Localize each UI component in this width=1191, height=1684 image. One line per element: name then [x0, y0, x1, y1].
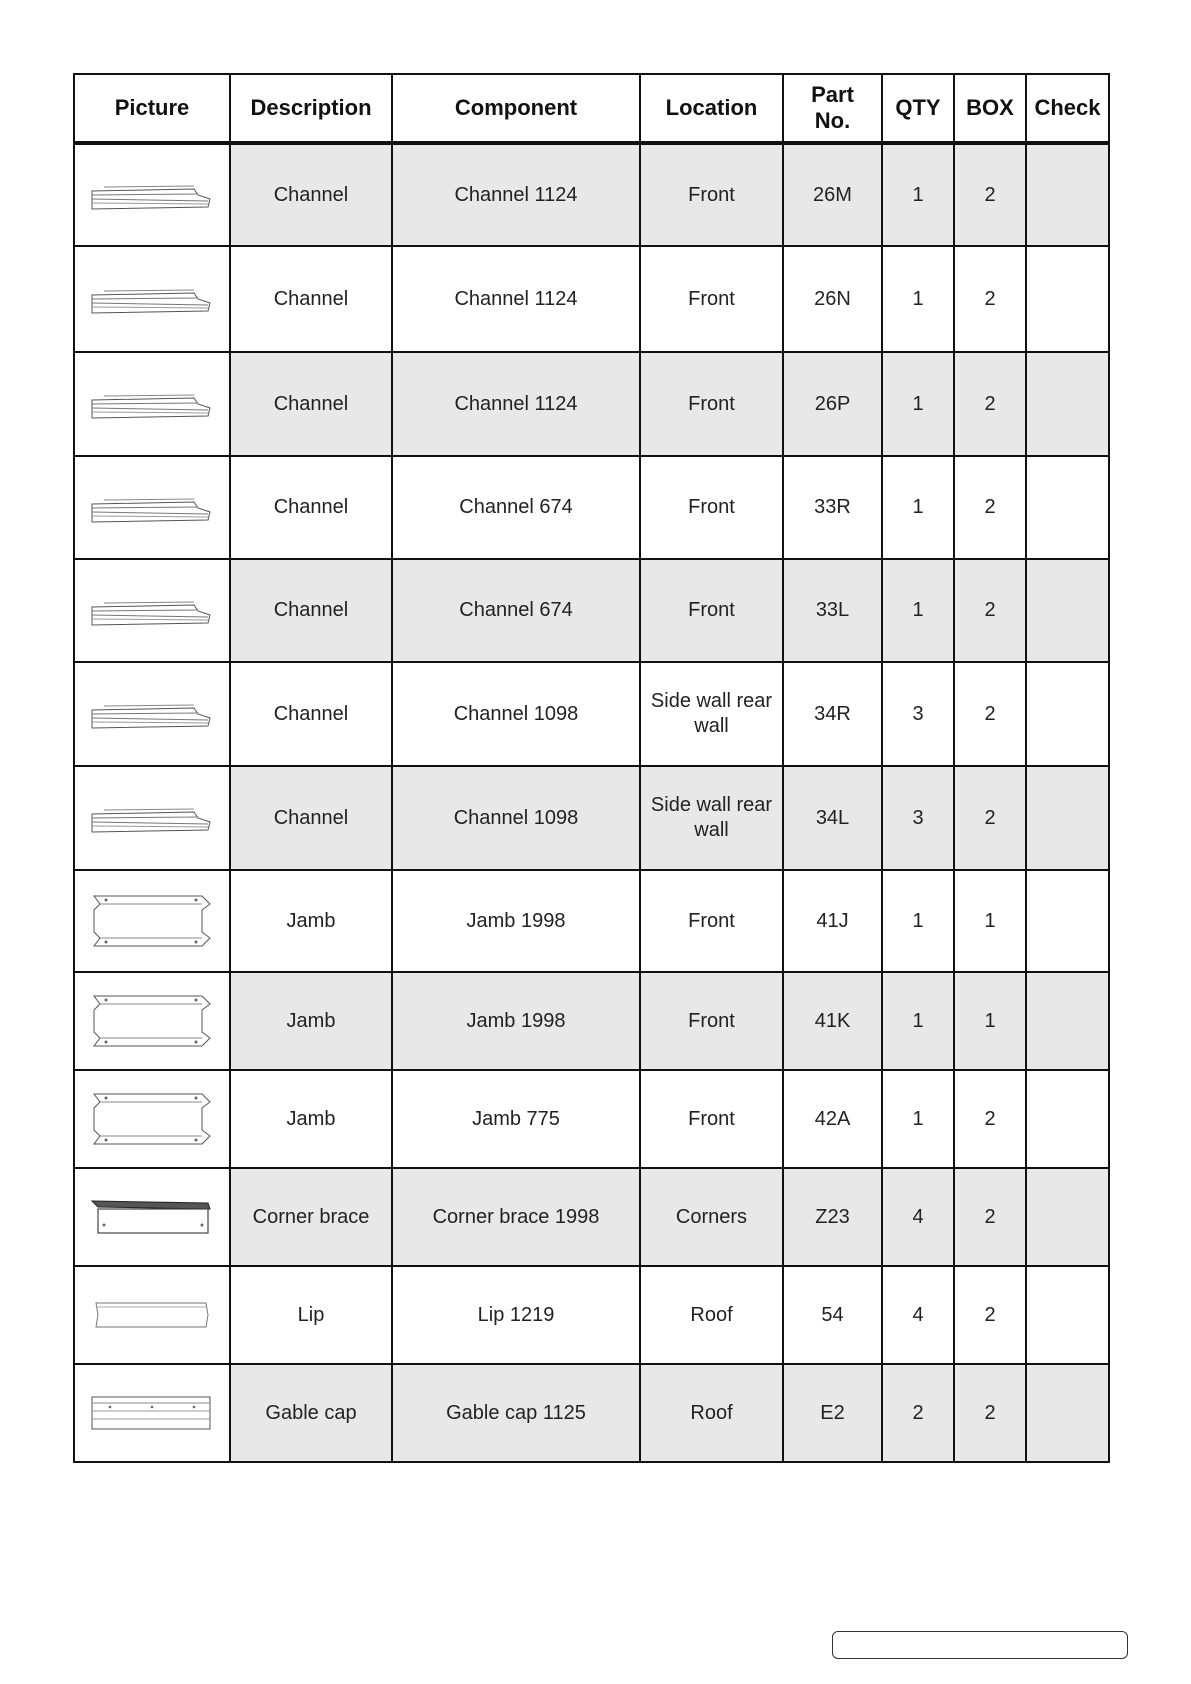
component-cell: Gable cap 1125: [392, 1364, 640, 1462]
box-cell: 2: [954, 456, 1026, 559]
picture-cell: [74, 246, 230, 352]
table-row: [74, 972, 1109, 1070]
location-cell: Side wall rear wall: [640, 662, 783, 766]
table-row: [74, 559, 1109, 662]
corner-brace-icon: [75, 1195, 229, 1239]
location-cell: Front: [640, 972, 783, 1070]
table-row: [74, 1070, 1109, 1168]
part-no-cell: 41J: [783, 870, 882, 972]
box-cell: 1: [954, 870, 1026, 972]
picture-cell: [74, 870, 230, 972]
picture-cell: [74, 456, 230, 559]
box-cell: 2: [954, 559, 1026, 662]
box-cell: 2: [954, 246, 1026, 352]
part-no-cell: 42A: [783, 1070, 882, 1168]
part-no-cell: 34L: [783, 766, 882, 870]
channel-icon: [75, 696, 229, 732]
picture-cell: [74, 1168, 230, 1266]
qty-cell: 1: [882, 972, 954, 1070]
box-cell: 1: [954, 972, 1026, 1070]
jamb-icon: [75, 890, 229, 952]
location-cell: Front: [640, 870, 783, 972]
qty-cell: 4: [882, 1168, 954, 1266]
description-cell: Channel: [230, 559, 392, 662]
location-cell: Front: [640, 1070, 783, 1168]
table-row: [74, 1364, 1109, 1462]
check-cell[interactable]: [1026, 1070, 1109, 1168]
description-cell: Channel: [230, 456, 392, 559]
channel-icon: [75, 386, 229, 422]
description-cell: Channel: [230, 766, 392, 870]
box-cell: 2: [954, 1364, 1026, 1462]
part-no-cell: Z23: [783, 1168, 882, 1266]
box-cell: 2: [954, 1070, 1026, 1168]
component-cell: Channel 1124: [392, 143, 640, 246]
part-no-cell: 26M: [783, 143, 882, 246]
lip-icon: [75, 1295, 229, 1335]
component-cell: Channel 1124: [392, 246, 640, 352]
check-cell[interactable]: [1026, 766, 1109, 870]
channel-icon: [75, 490, 229, 526]
part-no-cell: 41K: [783, 972, 882, 1070]
table-row: [74, 143, 1109, 246]
part-no-cell: 34R: [783, 662, 882, 766]
box-cell: 2: [954, 1168, 1026, 1266]
location-cell: Side wall rear wall: [640, 766, 783, 870]
header-part-no: [783, 74, 882, 143]
box-cell: 2: [954, 352, 1026, 456]
description-cell: Jamb: [230, 1070, 392, 1168]
picture-cell: [74, 1070, 230, 1168]
part-no-cell: 26N: [783, 246, 882, 352]
check-cell[interactable]: [1026, 1266, 1109, 1364]
check-cell[interactable]: [1026, 246, 1109, 352]
qty-cell: 1: [882, 246, 954, 352]
description-cell: Channel: [230, 662, 392, 766]
header-box: BOX: [954, 74, 1026, 143]
table-row: [74, 662, 1109, 766]
component-cell: Jamb 1998: [392, 972, 640, 1070]
header-component: Component: [392, 74, 640, 143]
picture-cell: [74, 972, 230, 1070]
table-row: [74, 766, 1109, 870]
box-cell: 2: [954, 662, 1026, 766]
header-part-no-line2: No.: [814, 108, 851, 133]
check-cell[interactable]: [1026, 870, 1109, 972]
location-cell: Roof: [640, 1364, 783, 1462]
qty-cell: 1: [882, 1070, 954, 1168]
channel-icon: [75, 593, 229, 629]
part-no-cell: 33R: [783, 456, 882, 559]
component-cell: Channel 674: [392, 456, 640, 559]
description-cell: Corner brace: [230, 1168, 392, 1266]
part-no-cell: E2: [783, 1364, 882, 1462]
header-description: Description: [230, 74, 392, 143]
table-row: [74, 246, 1109, 352]
table-row: [74, 456, 1109, 559]
header-check: Check: [1026, 74, 1109, 143]
check-cell[interactable]: [1026, 1364, 1109, 1462]
box-cell: 2: [954, 143, 1026, 246]
picture-cell: [74, 662, 230, 766]
qty-cell: 1: [882, 870, 954, 972]
qty-cell: 3: [882, 766, 954, 870]
channel-icon: [75, 177, 229, 213]
jamb-icon: [75, 1088, 229, 1150]
location-cell: Corners: [640, 1168, 783, 1266]
check-cell[interactable]: [1026, 972, 1109, 1070]
description-cell: Gable cap: [230, 1364, 392, 1462]
part-no-cell: 33L: [783, 559, 882, 662]
check-cell[interactable]: [1026, 559, 1109, 662]
header-part-no-line1: Part: [811, 82, 854, 107]
description-cell: Jamb: [230, 972, 392, 1070]
table-row: [74, 352, 1109, 456]
component-cell: Jamb 1998: [392, 870, 640, 972]
picture-cell: [74, 766, 230, 870]
parts-table: [73, 73, 1110, 1463]
component-cell: Corner brace 1998: [392, 1168, 640, 1266]
qty-cell: 1: [882, 352, 954, 456]
qty-cell: 4: [882, 1266, 954, 1364]
picture-cell: [74, 143, 230, 246]
part-no-cell: 54: [783, 1266, 882, 1364]
part-no-cell: 26P: [783, 352, 882, 456]
location-cell: Front: [640, 352, 783, 456]
footer-box: [832, 1631, 1128, 1659]
table-row: [74, 870, 1109, 972]
description-cell: Channel: [230, 352, 392, 456]
channel-icon: [75, 800, 229, 836]
location-cell: Front: [640, 246, 783, 352]
component-cell: Lip 1219: [392, 1266, 640, 1364]
location-cell: Front: [640, 559, 783, 662]
component-cell: Channel 1098: [392, 766, 640, 870]
table-row: [74, 1266, 1109, 1364]
gable-cap-icon: [75, 1391, 229, 1435]
header-row: [74, 74, 1109, 143]
check-cell[interactable]: [1026, 1168, 1109, 1266]
component-cell: Channel 1098: [392, 662, 640, 766]
component-cell: Jamb 775: [392, 1070, 640, 1168]
picture-cell: [74, 352, 230, 456]
table-row: [74, 1168, 1109, 1266]
component-cell: Channel 1124: [392, 352, 640, 456]
location-cell: Front: [640, 143, 783, 246]
picture-cell: [74, 1364, 230, 1462]
header-qty: QTY: [882, 74, 954, 143]
picture-cell: [74, 1266, 230, 1364]
qty-cell: 1: [882, 143, 954, 246]
channel-icon: [75, 281, 229, 317]
header-picture: Picture: [74, 74, 230, 143]
check-cell[interactable]: [1026, 352, 1109, 456]
qty-cell: 3: [882, 662, 954, 766]
box-cell: 2: [954, 1266, 1026, 1364]
description-cell: Jamb: [230, 870, 392, 972]
check-cell[interactable]: [1026, 662, 1109, 766]
qty-cell: 1: [882, 559, 954, 662]
qty-cell: 1: [882, 456, 954, 559]
description-cell: Channel: [230, 246, 392, 352]
qty-cell: 2: [882, 1364, 954, 1462]
location-cell: Roof: [640, 1266, 783, 1364]
jamb-icon: [75, 990, 229, 1052]
check-cell[interactable]: [1026, 456, 1109, 559]
check-cell[interactable]: [1026, 143, 1109, 246]
component-cell: Channel 674: [392, 559, 640, 662]
header-location: Location: [640, 74, 783, 143]
location-cell: Front: [640, 456, 783, 559]
box-cell: 2: [954, 766, 1026, 870]
table-body: [74, 143, 1109, 1462]
description-cell: Lip: [230, 1266, 392, 1364]
description-cell: Channel: [230, 143, 392, 246]
picture-cell: [74, 559, 230, 662]
